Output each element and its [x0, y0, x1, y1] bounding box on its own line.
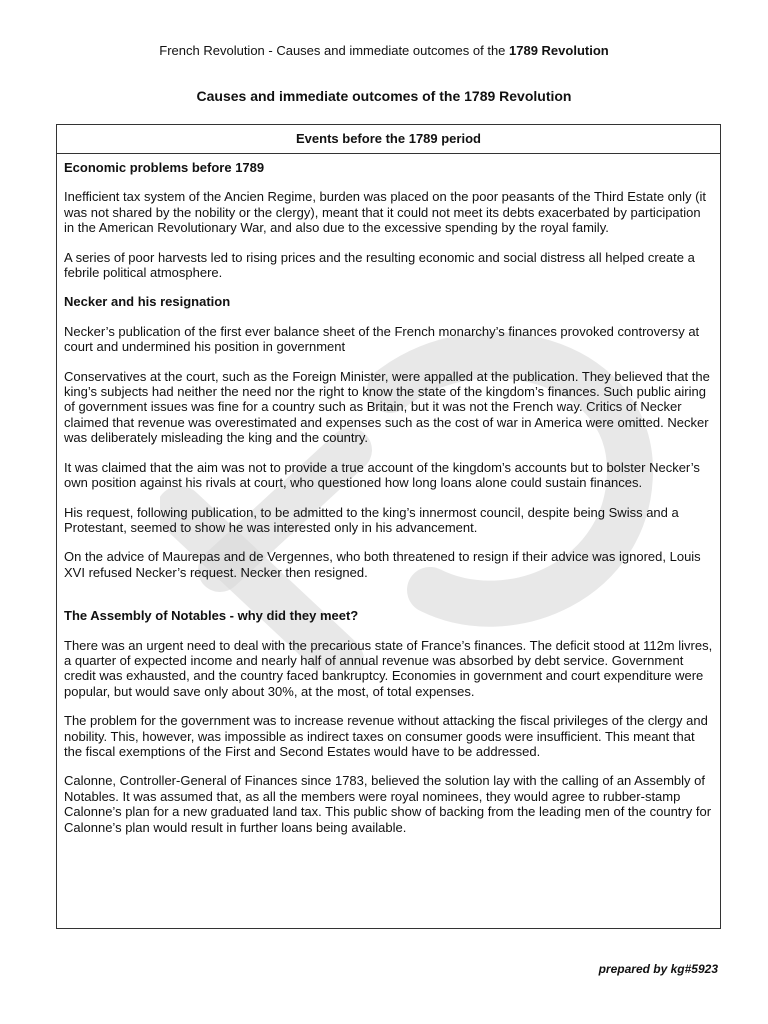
- section-heading-necker: Necker and his resignation: [64, 294, 231, 310]
- paragraph: Necker’s publication of the first ever balance sheet of the French monarchy’s finances provoked controversy at court and undermined his position in government: [64, 323, 700, 355]
- paragraph: It was claimed that the aim was not to provide a true account of the kingdom’s accounts but to bolster Necker’s own position against his rivals at court, who questioned how long loans alone could sustain finances.: [64, 459, 700, 491]
- running-header-text: French Revolution - Causes and immediate outcomes of the: [159, 43, 510, 58]
- section-heading-economic: Economic problems before 1789: [64, 160, 265, 175]
- box-header: Events before the 1789 period: [57, 125, 720, 154]
- paragraph: Inefficient tax system of the Ancien Regime, burden was placed on the poor peasants of the Third Estate only (it was not shared by the nobility or the clergy), meant that it could not meet its debts exacerbated by participation in the American Revolutionary War, and also due to the excessive spending by the royal family.: [64, 189, 706, 236]
- paragraph: There was an urgent need to deal with the precarious state of France’s finances. The deficit stood at 112m livres, a quarter of expected income and nearly half of annual revenue was absorbed by debt service. Government credit was exhausted, and the country faced bankruptcy. Economies in government and court expenditure were popular, but would save only about 30%, at the most, of total expenses.: [64, 637, 713, 699]
- paragraph: His request, following publication, to be admitted to the king’s innermost council, despite being Swiss and a Protestant, seemed to show he was interested only in his advancement.: [64, 504, 679, 535]
- content-box: [56, 124, 721, 929]
- paragraph: Calonne, Controller-General of Finances since 1783, believed the solution lay with the calling of an Assembly of Notables. It was assumed that, as all the members were royal nominees, they would agree to rubber-stamp Calonne’s plan for a new graduated land tax. This public show of backing from the leading men of the country for Calonne’s plan would result in further loans being available.: [64, 773, 712, 835]
- paragraph: A series of poor harvests led to rising prices and the resulting economic and social distress all helped create a febrile political atmosphere.: [64, 249, 695, 281]
- paragraph: On the advice of Maurepas and de Vergennes, who both threatened to resign if their advice was ignored, Louis XVI refused Necker’s request. Necker then resigned.: [64, 549, 701, 580]
- section-spacer: [64, 594, 713, 608]
- running-header-emphasis: 1789 Revolution: [509, 43, 609, 58]
- paragraph: Conservatives at the court, such as the Foreign Minister, were appalled at the publication. They believed that the king’s subjects had neither the need nor the right to know the state of the kingdom’s finances. Such public airing of government issues was fine for a country such as Britain, but it was not the French way. Critics of Necker claimed that revenue was overestimated and expenses such as the cost of war in America were omitted. Necker was deliberately misleading the king and the country.: [64, 368, 710, 446]
- running-header: [0, 43, 768, 58]
- footer-credit: prepared by kg#5923: [598, 962, 718, 976]
- box-body: [57, 154, 720, 835]
- section-heading-notables: The Assembly of Notables - why did they meet?: [64, 608, 359, 624]
- paragraph: The problem for the government was to increase revenue without attacking the fiscal privileges of the clergy and nobility. This, however, was impossible as indirect taxes on consumer goods were insufficient. This meant that the fiscal exemptions of the First and Second Estates would have to be addressed.: [64, 713, 708, 759]
- page-title: Causes and immediate outcomes of the 1789 Revolution: [196, 88, 572, 104]
